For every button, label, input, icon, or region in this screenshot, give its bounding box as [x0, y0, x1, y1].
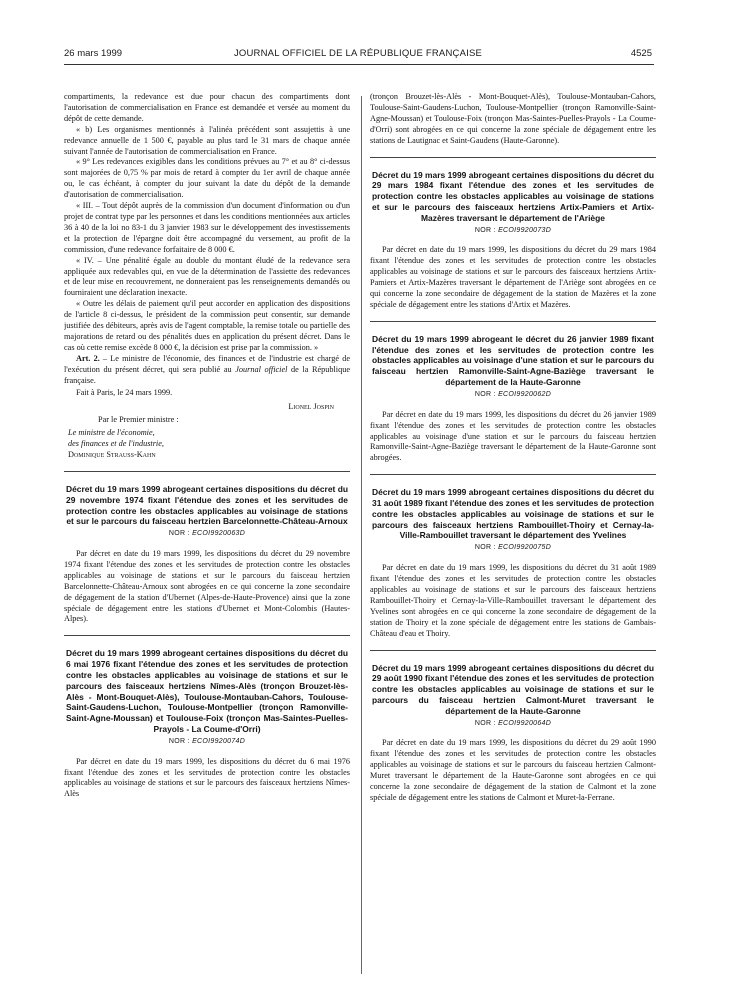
header-date: 26 mars 1999 — [64, 48, 123, 59]
nor-reference — [370, 390, 656, 401]
decree-body: Par décret en date du 19 mars 1999, les dispositions du décret du 29 août 1990 fixant l'étendue des zones et les servitudes de protection contre les obstacles applicables au voisinage de stations et sur le parcours du faisceau hertzien Calmont-Muret traversant le département de la Haute-Garonne sont abrogées en ce qui concerne la zone secondaire de dégagement de la station de Calmont et la zone spéciale de dégagement entre les stations de Calmont et Muret-la-Ferrane. — [370, 738, 656, 802]
nor-label: NOR : — [474, 719, 499, 727]
nor-code: ECOI9920064D — [498, 719, 552, 727]
decree-body: Par décret en date du 19 mars 1999, les dispositions du décret du 6 mai 1976 fixant l'étendue des zones et les servitudes de protection contre les obstacles applicables au voisinage de stations et sur le parcours des faisceaux hertziens Nîmes-Alès — [64, 756, 350, 799]
paragraph: « b) Les organismes mentionnés à l'alinéa précédent sont assujettis à une redevance annuelle de 1 500 €, payable au plus tard le 31 mars de chaque année suivant l'année de l'autorisation de commercialisation en France. — [64, 124, 350, 156]
section-rule — [370, 474, 656, 475]
nor-code: ECOI9920063D — [192, 530, 246, 538]
nor-reference — [370, 543, 656, 554]
decree-title: Décret du 19 mars 1999 abrogeant certaines dispositions du décret du 6 mai 1976 fixant l'étendue des zones et les servitudes de protection contre les obstacles applicables au voisinage de stations et sur le parcours des faisceaux hertziens Nîmes-Alès (tronçon Brouzet-lès-Alès - Mont-Bouquet-Alès), Toulouse-Montauban-Cahors, Toulouse-Saint-Gaudens-Luchon, Toulouse-Montpellier (tronçon Ramonville-Saint-Agne-Moussan) et Toulouse-Foix (tronçon Mas-Saintes-Puelles-Prayols - La Coume-d'Orri) — [66, 648, 348, 734]
minister-name: Dominique Strauss-Kahn — [68, 450, 156, 459]
nor-code: ECOI9920074D — [192, 737, 246, 745]
section-rule — [370, 157, 656, 158]
paragraph: (tronçon Brouzet-lès-Alès - Mont-Bouquet-Alès), Toulouse-Montauban-Cahors, Toulouse-Saint-Gaudens-Luchon, Toulouse-Montpellier (tronçon Ramonville-Saint-Agne-Moussan) et Toulouse-Foix (tronçon Mas-Saintes-Puelles-Prayols - La Coume-d'Orri) sont abrogées en ce qui concerne la zone spéciale de dégagement entre les stations de Lautignac et Saint-Gaudens (Haute-Garonne). — [370, 92, 656, 145]
article-2 — [64, 354, 350, 387]
minister-title: des finances et de l'industrie, — [68, 439, 164, 449]
column-divider — [361, 96, 362, 974]
nor-reference — [370, 226, 656, 237]
nor-label: NOR : — [474, 390, 499, 398]
decree-body: Par décret en date du 19 mars 1999, les dispositions du décret du 29 novembre 1974 fixant l'étendue des zones et les servitudes de protection contre les obstacles applicables au voisinage de stations et sur le parcours du faisceau hertzien Barcelonnette-Château-Arnoux sont abrogées en ce qui concerne la zone secondaire de dégagement de la station d'Ubernet (Alpes-de-Haute-Provence) ainsi que la zone spéciale de dégagement entre les stations d'Ubernet et Mont-Colombis (Hautes-Alpes). — [64, 549, 350, 624]
decree-title: Décret du 19 mars 1999 abrogeant certaines dispositions du décret du 29 novembre 1974 fixant l'étendue des zones et les servitudes de protection contre les obstacles applicables au voisinage de stations et sur le parcours du faisceau hertzien Barcelonnette-Château-Arnoux — [66, 483, 348, 527]
nor-label: NOR : — [474, 544, 499, 552]
paragraph: « III. – Tout dépôt auprès de la commission d'un document d'information ou d'un projet de contrat type par les personnes et dans les conditions mentionnées aux articles 36 à 40 de la loi no 83-1 du 3 janvier 1983 sur le développement des investissements et la protection de l'épargne doit être accompagné du versement, au profit de la commission, d'une redevance forfaitaire de 8 000 €. — [64, 201, 350, 254]
signatory-name: Lionel Jospin — [288, 402, 334, 412]
section-rule — [64, 635, 350, 636]
nor-code: ECOI9920062D — [498, 390, 552, 398]
decree-body: Par décret en date du 19 mars 1999, les dispositions du décret du 26 janvier 1989 fixant l'étendue des zones et les servitudes de protection contre les obstacles applicables au voisinage d'une station et sur le parcours du faisceau hertzien Ramonville-Saint-Agne-Baziège traversant le département de la Haute-Garonne sont abrogées. — [370, 409, 656, 463]
signatory-by: Par le Premier ministre : — [98, 415, 179, 425]
nor-label: NOR : — [168, 530, 193, 538]
page-header — [64, 48, 652, 60]
article-text: de la République française. — [64, 364, 350, 385]
decree-body: Par décret en date du 19 mars 1999, les dispositions du décret du 31 août 1989 fixant l'étendue des zones et les servitudes de protection contre les obstacles applicables au voisinage de stations et sur le parcours des faisceaux hertziens Rambouillet-Thoiry et Cernay-la-Ville-Rambouillet traversant le département des Yvelines sont abrogées en ce qui concerne la zone secondaire de dégagement de la station de Thoiry et la zone spéciale de dégagement entre les stations de Gambais-Château d'eau et Thoiry. — [370, 563, 656, 638]
nor-code: ECOI9920073D — [498, 226, 552, 234]
nor-reference — [64, 737, 350, 748]
decree-title: Décret du 19 mars 1999 abrogeant certaines dispositions du décret du 31 août 1989 fixant l'étendue des zones et les servitudes de protection contre les obstacles applicables au voisinage de stations et sur le parcours des faisceaux hertziens Rambouillet-Thoiry et Cernay-la-Ville-Rambouillet traversant le département des Yvelines — [372, 487, 654, 541]
paragraph: compartiments, la redevance est due pour chacun des compartiments dont l'autorisation de commercialisation en France est demandée et versée au moment du dépôt de cette demande. — [64, 92, 350, 123]
minister-title: Le ministre de l'économie, — [68, 428, 155, 438]
page-number: 4525 — [630, 48, 652, 59]
decree-title: Décret du 19 mars 1999 abrogeant certaines dispositions du décret du 29 mars 1984 fixant l'étendue des zones et les servitudes de protection contre les obstacles applicables au voisinage de stations et sur le parcours des faisceaux hertziens Artix-Pamiers et Artix-Mazères traversant le département de l'Ariège — [372, 169, 654, 223]
paragraph: « 9° Les redevances exigibles dans les conditions prévues au 7° et au 8° ci-dessus sont majorées de 0,75 % par mois de retard à compter du 1er avril de chaque année ou, le cas échéant, à compter du jour suivant la date du dépôt de la demande d'autorisation de commercialisation. — [64, 157, 350, 200]
nor-code: ECOI9920075D — [498, 544, 552, 552]
paragraph: « IV. – Une pénalité égale au double du montant éludé de la redevance sera appliquée aux redevables qui, en vue de la détermination de l'assiette des redevances et de leur mise en recouvrement, ne donneraient pas les renseignements demandés ou fourniraient une déclaration inexacte. — [64, 255, 350, 298]
header-rule — [64, 64, 654, 65]
section-rule — [370, 321, 656, 322]
left-column — [64, 92, 350, 984]
nor-reference — [370, 719, 656, 730]
nor-label: NOR : — [168, 737, 193, 745]
journal-title: JOURNAL OFFICIEL DE LA RÉPUBLIQUE FRANÇAISE — [233, 48, 483, 59]
right-column — [370, 92, 656, 984]
decree-title: Décret du 19 mars 1999 abrogeant le décret du 26 janvier 1989 fixant l'étendue des zones et les servitudes de protection contre les obstacles applicables au voisinage d'une station et sur le parcours du faisceau hertzien Ramonville-Saint-Agne-Baziège traversant le département de la Haute-Garonne — [372, 333, 654, 388]
paragraph: « Outre les délais de paiement qu'il peut accorder en application des dispositions de l'article 8 ci-dessus, le président de la commission peut consentir, sur demande justifiée des débiteurs, après avis de l'agent comptable, la remise totale ou partielle des majorations de retard ou des pénalités dues en application du présent décret. Dans le cas où cette remise excède 8 000 €, la décision est prise par la commission. » — [64, 299, 350, 352]
decree-body: Par décret en date du 19 mars 1999, les dispositions du décret du 29 mars 1984 fixant l'étendue des zones et les servitudes de protection contre les obstacles applicables au voisinage de stations et sur le parcours des faisceaux hertziens Artix-Pamiers et Artix-Mazères traversant le département de l'Ariège sont abrogées en ce qui concerne la zone secondaire de dégagement de la station de Mazères et la zone spéciale de dégagement entre les stations d'Artix et Mazères. — [370, 245, 656, 309]
nor-label: NOR : — [474, 226, 499, 234]
section-rule — [64, 471, 350, 472]
decree-title: Décret du 19 mars 1999 abrogeant certaines dispositions du décret du 29 août 1990 fixant l'étendue des zones et les servitudes de protection contre les obstacles applicables au voisinage de stations et sur le parcours du faisceau hertzien Calmont-Muret traversant le département de la Haute-Garonne — [372, 662, 654, 716]
section-rule — [370, 650, 656, 651]
signature-date: Fait à Paris, le 24 mars 1999. — [76, 388, 173, 398]
article-text: – Le ministre de l'économie, des finances et de l'industrie est chargé de l'exécution du présent décret, qui sera publié au — [64, 353, 350, 374]
nor-reference — [64, 529, 350, 540]
journal-name: Journal officiel — [235, 364, 288, 374]
article-label: Art. 2. — [76, 353, 100, 363]
